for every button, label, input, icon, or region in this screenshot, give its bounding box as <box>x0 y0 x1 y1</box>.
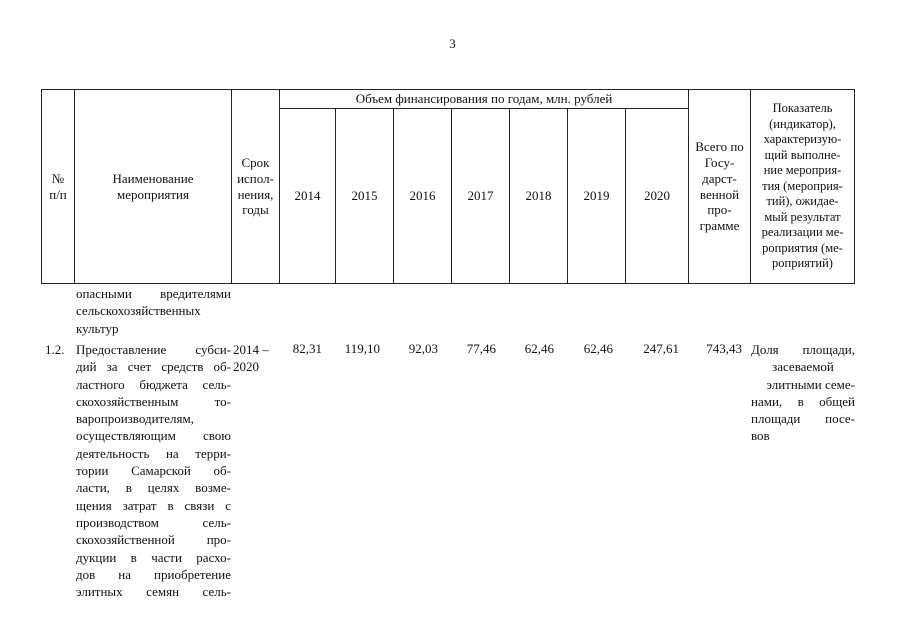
header-year: 2014 <box>280 109 336 284</box>
header-year: 2018 <box>510 109 568 284</box>
header-year: 2017 <box>452 109 510 284</box>
table-header <box>41 89 855 284</box>
row-name: Предоставление субси- дий за счет средств об- ластного бюджета сель- скохозяйственным то- варопроизводителям, осуществляющим свою деятельность на терри- тории Самарской об- ласти, в целях возме- щения затрат в связи с производством сель- скохозяйственной про- дукции в части расхо- дов на приобретение элитных семян сель- <box>76 342 231 600</box>
header-year: 2015 <box>336 109 394 284</box>
continuation-text: опасными вредителями сельскохозяйственных культур <box>76 286 231 336</box>
page-number: 3 <box>449 36 456 51</box>
header-year: 2020 <box>626 109 689 284</box>
header-num: № п/п <box>42 90 75 284</box>
header-indicator: Показатель (индикатор), характеризую- щий выполне- ние мероприя- тия (мероприя- тий), ожидае- мый результат реализации ме- роприятия (ме- роприятий) <box>751 90 855 284</box>
header-year: 2019 <box>568 109 626 284</box>
value-2014: 82,31 <box>292 341 322 356</box>
value-2016: 92,03 <box>408 341 438 356</box>
header-year: 2016 <box>394 109 452 284</box>
header-name: Наименование мероприятия <box>75 90 232 284</box>
header-term: Срок испол- нения, годы <box>232 90 280 284</box>
header-funding: Объем финансирования по годам, млн. рублей <box>280 90 689 109</box>
value-2020: 247,61 <box>643 341 679 356</box>
value-2018: 62,46 <box>524 341 554 356</box>
value-2015: 119,10 <box>344 341 380 356</box>
header-total: Всего по Госу- дарст- венной про- грамме <box>689 90 751 284</box>
row-term: 2014 – 2020 <box>233 342 269 375</box>
value-2019: 62,46 <box>583 341 613 356</box>
value-2017: 77,46 <box>466 341 496 356</box>
value-total: 743,43 <box>706 341 742 356</box>
row-number: 1.2. <box>45 342 65 357</box>
row-indicator: Доля площади, засеваемой элитными семе- нами, в общей площади посе- вов <box>751 342 855 444</box>
